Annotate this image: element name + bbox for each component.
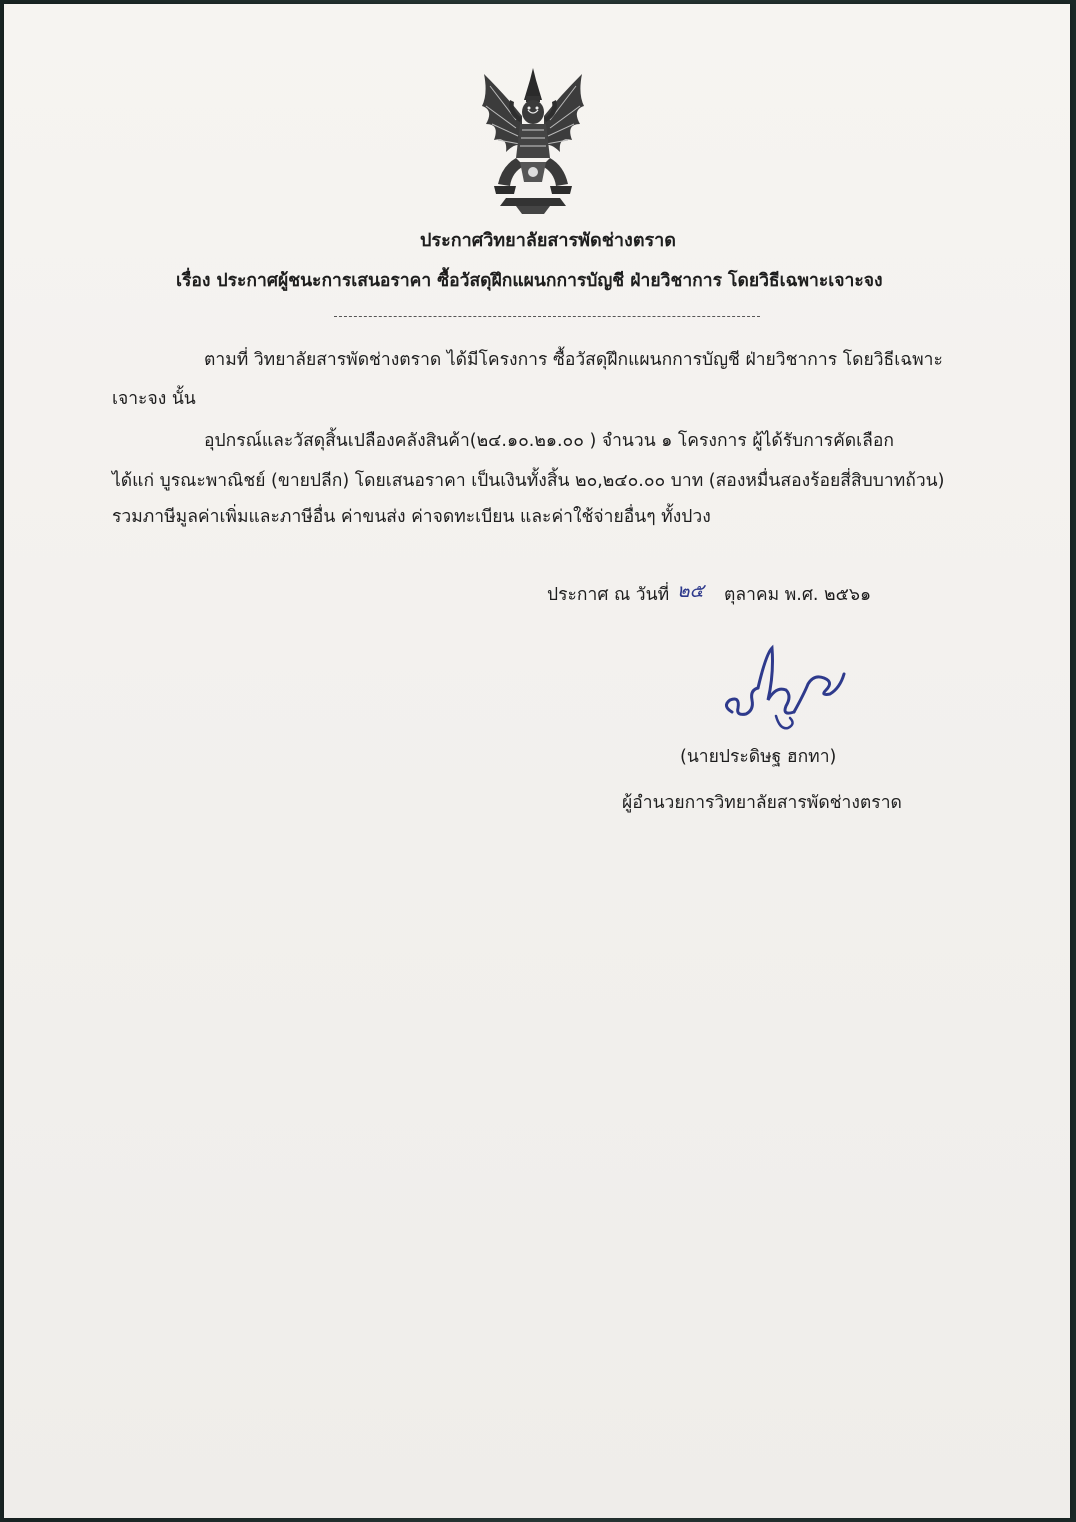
signatory-name: (นายประดิษฐ ฮกทา) <box>680 747 837 767</box>
paragraph-2-line-3: รวมภาษีมูลค่าเพิ่มและภาษีอื่น ค่าขนส่ง ค่าจดทะเบียน และค่าใช้จ่ายอื่นๆ ทั้งปวง <box>112 507 711 527</box>
paragraph-1-line-2: เจาะจง นั้น <box>112 389 196 409</box>
garuda-emblem-icon <box>476 66 590 216</box>
signatory-position: ผู้อำนวยการวิทยาลัยสารพัดช่างตราด <box>622 793 902 813</box>
announcement-title: ประกาศวิทยาลัยสารพัดช่างตราด <box>420 230 676 251</box>
handwritten-signature <box>716 644 856 734</box>
date-label: ประกาศ ณ วันที่ <box>547 585 670 605</box>
paragraph-2-line-2: ได้แก่ บูรณะพาณิชย์ (ขายปลีก) โดยเสนอราคา เป็นเงินทั้งสิ้น ๒๐,๒๔๐.๐๐ บาท (สองหมื่นสองร้อยสี่สิบบาทถ้วน) <box>112 471 945 491</box>
paragraph-1-line-1: ตามที่ วิทยาลัยสารพัดช่างตราด ได้มีโครงการ ซื้อวัสดุฝึกแผนกการบัญชี ฝ่ายวิชาการ โดยวิธีเฉพาะ <box>204 350 943 370</box>
date-day-handwritten: ๒๕ <box>677 580 704 602</box>
dashed-divider <box>334 316 760 317</box>
paragraph-2-line-1: อุปกรณ์และวัสดุสิ้นเปลืองคลังสินค้า(๒๔.๑๐.๒๑.๐๐ ) จำนวน ๑ โครงการ ผู้ได้รับการคัดเลือก <box>204 431 894 451</box>
document-page <box>4 4 1070 1518</box>
announcement-subject: เรื่อง ประกาศผู้ชนะการเสนอราคา ซื้อวัสดุฝึกแผนกการบัญชี ฝ่ายวิชาการ โดยวิธีเฉพาะเจาะจง <box>176 271 883 291</box>
date-month-year: ตุลาคม พ.ศ. ๒๕๖๑ <box>724 585 872 605</box>
